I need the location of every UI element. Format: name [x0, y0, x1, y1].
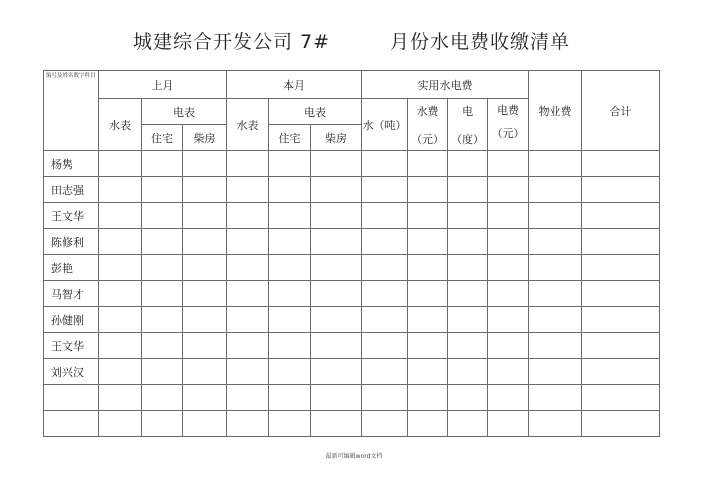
table-cell [269, 229, 311, 255]
table-cell [488, 177, 529, 203]
table-cell [488, 203, 529, 229]
table-cell [408, 411, 448, 437]
header-electricity [448, 99, 488, 151]
table-cell [311, 177, 362, 203]
table-cell [582, 281, 660, 307]
table-cell [269, 333, 311, 359]
table-cell [529, 359, 582, 385]
table-cell [362, 151, 408, 177]
table-cell [448, 359, 488, 385]
table-cell [142, 359, 183, 385]
fee-table [43, 70, 660, 437]
header-property-fee: 物业费 [529, 71, 582, 151]
table-row [44, 177, 660, 203]
table-cell [488, 307, 529, 333]
table-row [44, 333, 660, 359]
table-cell [142, 255, 183, 281]
header-water-fee [408, 99, 448, 151]
electricity-unit: （度） [451, 132, 485, 146]
table-cell [99, 255, 142, 281]
table-cell [408, 281, 448, 307]
table-cell [227, 203, 269, 229]
table-cell [448, 333, 488, 359]
table-cell [99, 411, 142, 437]
table-cell [488, 151, 529, 177]
resident-name-cell [44, 385, 99, 411]
table-cell [269, 177, 311, 203]
document-title-company: 城建综合开发公司 7# [133, 31, 331, 53]
table-cell [408, 307, 448, 333]
table-cell [408, 151, 448, 177]
table-cell [311, 359, 362, 385]
table-cell [488, 385, 529, 411]
table-cell [529, 229, 582, 255]
table-cell [142, 307, 183, 333]
table-cell [448, 281, 488, 307]
table-cell [99, 307, 142, 333]
resident-name-cell: 刘兴汉 [44, 359, 99, 385]
table-cell [311, 385, 362, 411]
table-cell [362, 307, 408, 333]
table-cell [488, 229, 529, 255]
table-cell [227, 281, 269, 307]
resident-name-cell: 孙健刚 [44, 307, 99, 333]
header-last-shed: 柴房 [183, 125, 227, 151]
table-cell [99, 359, 142, 385]
table-row [44, 229, 660, 255]
table-cell [269, 203, 311, 229]
table-cell [183, 203, 227, 229]
header-last-electric-meter: 电表 [142, 99, 227, 125]
table-cell [99, 151, 142, 177]
electricity-label: 电 [462, 104, 474, 118]
header-this-shed: 柴房 [311, 125, 362, 151]
header-this-residence: 住宅 [269, 125, 311, 151]
table-cell [448, 411, 488, 437]
table-cell [582, 385, 660, 411]
table-cell [488, 255, 529, 281]
table-cell [99, 281, 142, 307]
table-cell [529, 307, 582, 333]
resident-name-cell: 陈修利 [44, 229, 99, 255]
table-cell [99, 177, 142, 203]
electric-fee-unit: （元） [491, 127, 525, 140]
corner-header: 编号及姓名数字科目 [44, 71, 99, 151]
table-cell [142, 385, 183, 411]
table-cell [582, 255, 660, 281]
electric-fee-label: 电费 [497, 104, 520, 117]
table-cell [582, 307, 660, 333]
table-cell [227, 151, 269, 177]
table-cell [183, 255, 227, 281]
table-cell [183, 229, 227, 255]
table-cell [582, 203, 660, 229]
table-row [44, 385, 660, 411]
table-row [44, 151, 660, 177]
table-cell [269, 151, 311, 177]
table-cell [183, 151, 227, 177]
table-row [44, 411, 660, 437]
table-cell [227, 307, 269, 333]
table-cell [183, 281, 227, 307]
table-cell [227, 385, 269, 411]
table-cell [488, 281, 529, 307]
table-cell [529, 255, 582, 281]
table-cell [408, 177, 448, 203]
table-cell [183, 307, 227, 333]
table-cell [582, 359, 660, 385]
table-row [44, 307, 660, 333]
table-cell [582, 229, 660, 255]
table-cell [99, 203, 142, 229]
table-cell [227, 333, 269, 359]
resident-name-cell: 田志强 [44, 177, 99, 203]
table-cell [99, 385, 142, 411]
table-cell [142, 229, 183, 255]
table-cell [362, 255, 408, 281]
table-cell [362, 203, 408, 229]
table-cell [408, 203, 448, 229]
header-this-water-meter: 水表 [227, 99, 269, 151]
table-cell [269, 307, 311, 333]
water-fee-label: 水费 [416, 104, 439, 118]
table-cell [488, 333, 529, 359]
table-cell [448, 151, 488, 177]
table-cell [408, 255, 448, 281]
table-cell [408, 333, 448, 359]
table-cell [582, 177, 660, 203]
resident-name-cell: 杨隽 [44, 151, 99, 177]
table-cell [183, 177, 227, 203]
table-cell [142, 151, 183, 177]
table-cell [488, 411, 529, 437]
table-cell [582, 151, 660, 177]
header-this-electric-meter: 电表 [269, 99, 362, 125]
table-cell [311, 255, 362, 281]
table-cell [529, 411, 582, 437]
table-cell [362, 229, 408, 255]
table-cell [362, 177, 408, 203]
table-cell [582, 333, 660, 359]
resident-name-cell: 王文华 [44, 333, 99, 359]
table-cell [183, 359, 227, 385]
table-cell [99, 229, 142, 255]
table-cell [269, 411, 311, 437]
table-row [44, 281, 660, 307]
table-cell [142, 177, 183, 203]
table-cell [448, 385, 488, 411]
table-cell [142, 411, 183, 437]
table-cell [408, 359, 448, 385]
table-cell [227, 229, 269, 255]
table-cell [408, 385, 448, 411]
table-cell [183, 411, 227, 437]
resident-name-cell [44, 411, 99, 437]
table-cell [408, 229, 448, 255]
table-cell [311, 151, 362, 177]
footer-note: 最新可编辑word文档 [325, 453, 383, 460]
table-cell [488, 359, 529, 385]
table-cell [582, 411, 660, 437]
table-cell [529, 203, 582, 229]
header-last-water-meter: 水表 [99, 99, 142, 151]
table-row [44, 203, 660, 229]
table-cell [362, 411, 408, 437]
table-cell [362, 359, 408, 385]
header-total: 合计 [582, 71, 660, 151]
table-cell [227, 359, 269, 385]
table-cell [529, 385, 582, 411]
table-row [44, 255, 660, 281]
header-electric-fee [488, 99, 529, 151]
table-cell [227, 177, 269, 203]
table-cell [311, 411, 362, 437]
table-cell [362, 333, 408, 359]
table-cell [362, 281, 408, 307]
resident-name-cell: 王文华 [44, 203, 99, 229]
table-cell [183, 385, 227, 411]
header-actual-usage: 实用水电费 [362, 71, 529, 99]
header-water-ton: 水（吨） [362, 99, 408, 151]
table-body [44, 151, 660, 437]
table-cell [269, 385, 311, 411]
header-last-residence: 住宅 [142, 125, 183, 151]
table-cell [311, 203, 362, 229]
table-cell [362, 385, 408, 411]
table-cell [269, 359, 311, 385]
table-cell [142, 281, 183, 307]
table-cell [448, 307, 488, 333]
table-cell [99, 333, 142, 359]
table-cell [448, 177, 488, 203]
table-cell [311, 333, 362, 359]
header-this-month: 本月 [227, 71, 362, 99]
table-cell [142, 333, 183, 359]
table-cell [227, 255, 269, 281]
table-cell [142, 203, 183, 229]
table-cell [448, 255, 488, 281]
table-cell [529, 333, 582, 359]
table-cell [311, 307, 362, 333]
table-cell [529, 177, 582, 203]
table-cell [269, 255, 311, 281]
resident-name-cell: 彭艳 [44, 255, 99, 281]
header-last-month: 上月 [99, 71, 227, 99]
table-cell [227, 411, 269, 437]
table-cell [529, 281, 582, 307]
table-cell [529, 151, 582, 177]
table-cell [311, 229, 362, 255]
table-cell [269, 281, 311, 307]
document-title-list: 月份水电费收缴清单 [390, 31, 571, 53]
table-cell [448, 229, 488, 255]
table-cell [311, 281, 362, 307]
table-cell [448, 203, 488, 229]
table-row [44, 359, 660, 385]
water-fee-unit: （元） [411, 132, 445, 146]
table-cell [183, 333, 227, 359]
resident-name-cell: 马智才 [44, 281, 99, 307]
